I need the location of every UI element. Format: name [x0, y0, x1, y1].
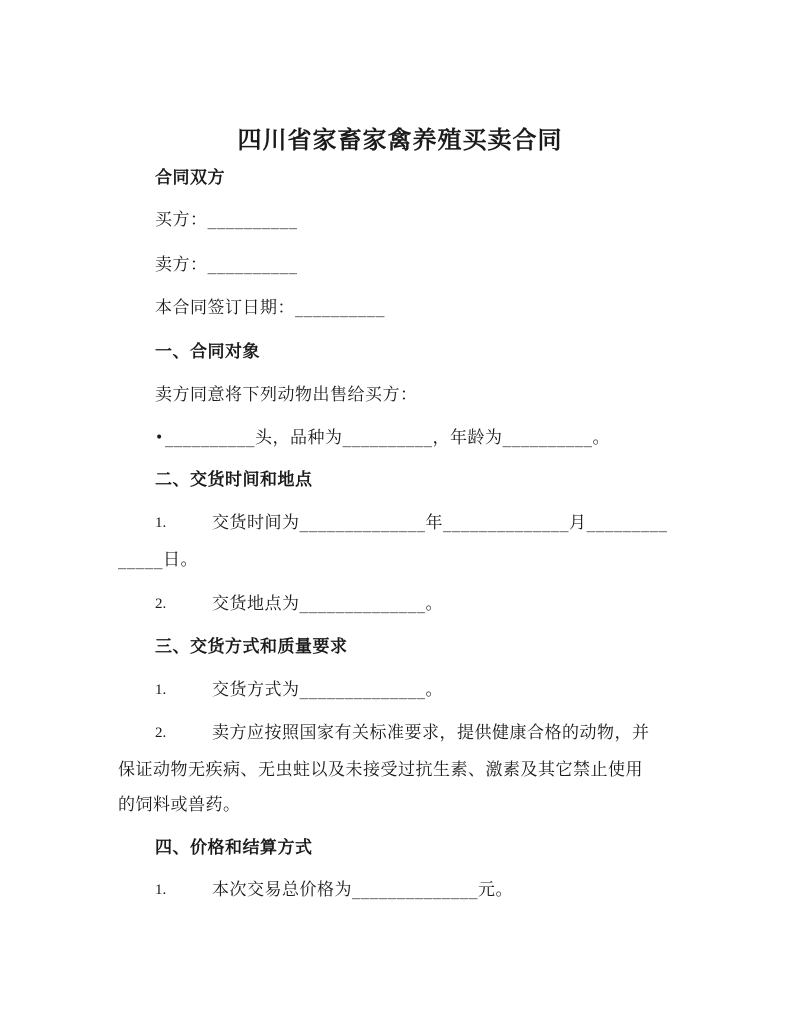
section4-item1-number: 1. — [155, 882, 167, 898]
section3-item2-line3: 的饲料或兽药。 — [118, 795, 241, 815]
section2-item1-number: 1. — [155, 515, 167, 531]
parties-heading: 合同双方 — [155, 168, 225, 188]
section3-item2-line1: 卖方应按照国家有关标准要求，提供健康合格的动物，并 — [212, 723, 650, 743]
section2-item1-line1: 交货时间为______________年______________月_________ — [212, 513, 668, 533]
section3-item1-line1: 交货方式为______________。 — [212, 680, 443, 700]
document-title: 四川省家畜家禽养殖买卖合同 — [237, 125, 563, 154]
section1-intro: 卖方同意将下列动物出售给买方： — [155, 385, 418, 405]
section3-item2-number: 2. — [155, 725, 167, 741]
section3-item2-line2: 保证动物无疾病、无虫蛀以及未接受过抗生素、激素及其它禁止使用 — [118, 760, 643, 780]
signing-date-field: 本合同签订日期：__________ — [155, 298, 385, 318]
section1-heading: 一、合同对象 — [155, 342, 260, 362]
section4-item1-line1: 本次交易总价格为______________元。 — [212, 880, 513, 900]
section2-item2-number: 2. — [155, 596, 167, 612]
section1-item: __________头，品种为__________，年龄为__________。 — [165, 428, 610, 448]
section3-item1-number: 1. — [155, 682, 167, 698]
section2-item1-line2: _____日。 — [118, 550, 198, 570]
section2-item2-line1: 交货地点为______________。 — [212, 594, 443, 614]
section2-heading: 二、交货时间和地点 — [155, 470, 313, 490]
section3-heading: 三、交货方式和质量要求 — [155, 637, 348, 657]
bullet-icon: • — [155, 430, 164, 446]
buyer-field: 买方：__________ — [155, 210, 298, 230]
section4-heading: 四、价格和结算方式 — [155, 838, 313, 858]
seller-field: 卖方：__________ — [155, 255, 298, 275]
